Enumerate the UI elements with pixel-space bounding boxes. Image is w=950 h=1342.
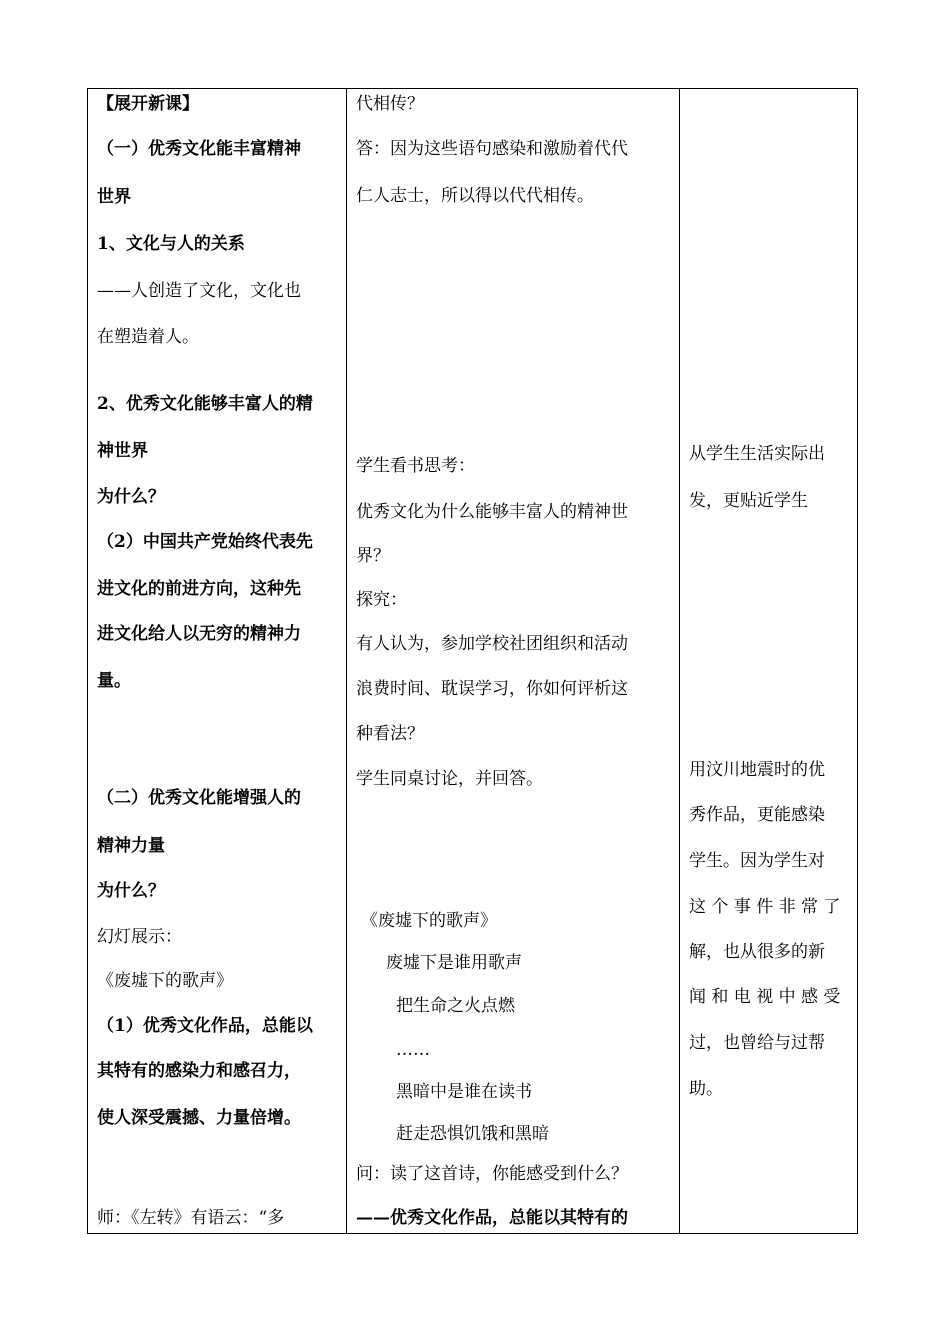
text-line: ——优秀文化作品，总能以其特有的 [356, 1208, 628, 1228]
text-line: （一）优秀文化能丰富精神 [97, 139, 301, 159]
text-line: 学生同桌讨论，并回答。 [356, 769, 543, 789]
student-activity-column [356, 89, 676, 1233]
text-line: 探究： [356, 590, 407, 610]
text-line: 量。 [97, 671, 131, 691]
text-line: 界？ [356, 546, 390, 566]
text-line: 1、文化与人的关系 [97, 234, 245, 254]
text-line: 浪费时间、耽误学习，你如何评析这 [356, 679, 628, 699]
text-line: 进文化给人以无穷的精神力 [97, 624, 301, 644]
text-line: 学生。因为学生对 [689, 851, 825, 871]
text-line: 《废墟下的歌声》 [97, 971, 233, 991]
text-line: ——人创造了文化，文化也 [97, 281, 301, 301]
text-line: …… [396, 1040, 430, 1060]
text-line: 助。 [689, 1079, 723, 1099]
text-line: 过，也曾给与过帮 [689, 1033, 825, 1053]
text-line: 为什么？ [97, 487, 165, 507]
text-line: 代相传？ [356, 94, 424, 114]
text-line: 赶走恐惧饥饿和黑暗 [396, 1124, 549, 1144]
text-line: 使人深受震撼、力量倍增。 [97, 1108, 301, 1128]
text-line: 进文化的前进方向，这种先 [97, 579, 301, 599]
text-line: 种看法？ [356, 724, 424, 744]
text-line: 学生看书思考： [356, 456, 475, 476]
text-line: 其特有的感染力和感召力， [97, 1061, 301, 1081]
column-divider [679, 89, 680, 1233]
text-line: 把生命之火点燃 [396, 996, 515, 1016]
text-line: （2）中国共产党始终代表先 [97, 532, 313, 552]
text-line: 幻灯展示： [97, 927, 182, 947]
text-line: 用汶川地震时的优 [689, 760, 825, 780]
text-line: （1）优秀文化作品，总能以 [97, 1016, 313, 1036]
text-line: 问：读了这首诗，你能感受到什么？ [356, 1164, 628, 1184]
text-line: 从学生生活实际出 [689, 444, 825, 464]
text-line: 闻 和 电 视 中 感 受 [689, 987, 841, 1007]
text-line: 精神力量 [97, 836, 165, 856]
text-line: 仁人志士，所以得以代代相传。 [356, 186, 594, 206]
text-line: 黑暗中是谁在读书 [396, 1082, 532, 1102]
teaching-content-column [97, 89, 343, 1233]
column-divider [346, 89, 347, 1233]
text-line: 世界 [97, 187, 131, 207]
text-line: 秀作品，更能感染 [689, 805, 825, 825]
text-line: 为什么？ [97, 881, 165, 901]
design-intent-column [689, 89, 855, 1233]
text-line: 有人认为，参加学校社团组织和活动 [356, 634, 628, 654]
text-line: （二）优秀文化能增强人的 [97, 788, 301, 808]
text-line: 【展开新课】 [97, 94, 199, 114]
text-line: 答：因为这些语句感染和激励着代代 [356, 139, 628, 159]
text-line: 废墟下是谁用歌声 [386, 953, 522, 973]
text-line: 这 个 事 件 非 常 了 [689, 897, 841, 917]
text-line: 解，也从很多的新 [689, 942, 825, 962]
text-line: 2、优秀文化能够丰富人的精 [97, 394, 313, 414]
text-line: 优秀文化为什么能够丰富人的精神世 [356, 502, 628, 522]
text-line: 在塑造着人。 [97, 327, 199, 347]
text-line: 师：《左转》有语云：“多 [97, 1208, 285, 1228]
text-line: 《废墟下的歌声》 [361, 911, 497, 931]
lesson-plan-table [87, 88, 858, 1234]
text-line: 神世界 [97, 441, 148, 461]
text-line: 发，更贴近学生 [689, 491, 808, 511]
